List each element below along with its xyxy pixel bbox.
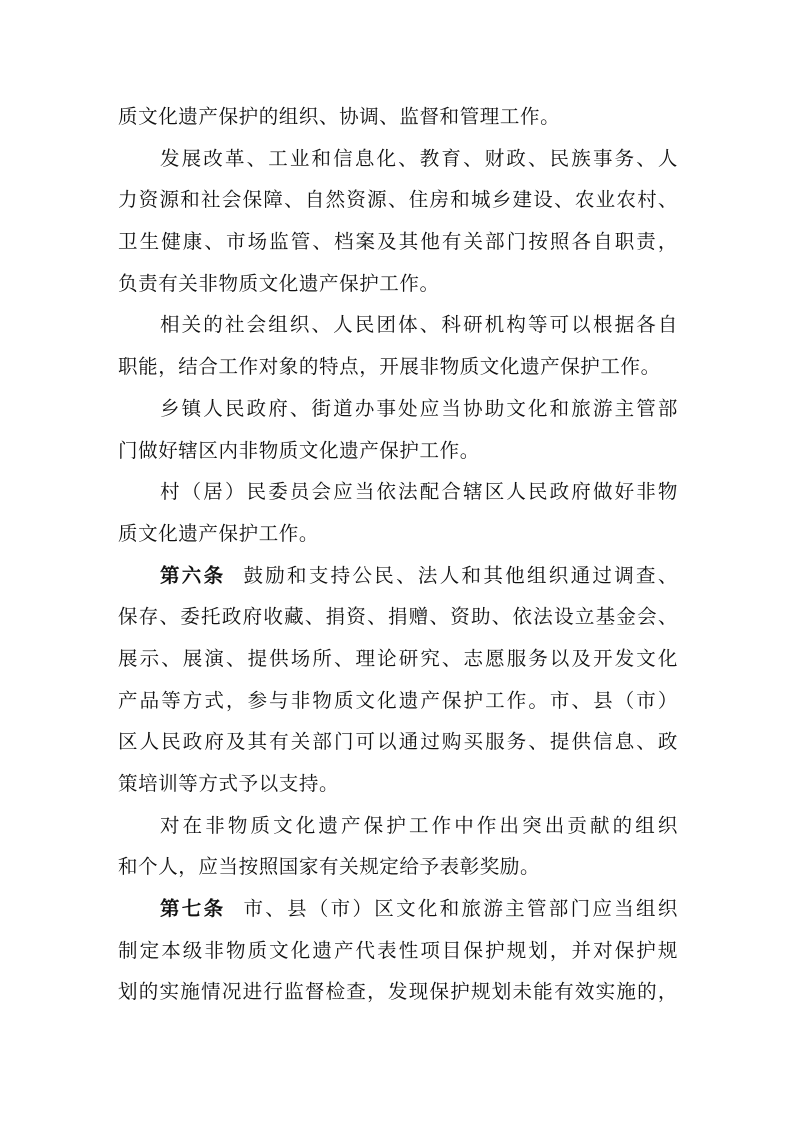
article-heading: 第七条 <box>160 897 226 921</box>
paragraph-line: 门做好辖区内非物质文化遗产保护工作。 <box>118 438 480 462</box>
paragraph-line: 展示、展演、提供场所、理论研究、志愿服务以及开发文化 <box>118 646 678 670</box>
paragraph-line: 相关的社会组织、人民团体、科研机构等可以根据各自 <box>160 313 678 337</box>
article-first-line <box>118 555 678 597</box>
paragraph-line: 策培训等方式予以支持。 <box>118 772 340 795</box>
paragraph-line: 发展改革、工业和信息化、教育、财政、民族事务、人 <box>160 146 678 170</box>
paragraph-line: 职能，结合工作对象的特点，开展非物质文化遗产保护工作。 <box>118 355 661 379</box>
paragraph-line: 力资源和社会保障、自然资源、住房和城乡建设、农业农村、 <box>118 188 678 212</box>
paragraph-line: 制定本级非物质文化遗产代表性项目保护规划，并对保护规 <box>118 938 678 962</box>
paragraph-line: 质文化遗产保护工作。 <box>118 521 320 545</box>
paragraph-line: 卫生健康、市场监管、档案及其他有关部门按照各自职责， <box>118 230 678 254</box>
paragraph-line: 区人民政府及其有关部门可以通过购买服务、提供信息、政 <box>118 730 678 754</box>
article-first-line <box>118 888 678 930</box>
paragraph-line: 对在非物质文化遗产保护工作中作出突出贡献的组织 <box>160 813 678 837</box>
paragraph-line: 和个人，应当按照国家有关规定给予表彰奖励。 <box>118 855 541 879</box>
paragraph-line: 负责有关非物质文化遗产保护工作。 <box>118 271 440 295</box>
paragraph-line: 划的实施情况进行监督检查，发现保护规划未能有效实施的， <box>118 980 678 1004</box>
paragraph-text: 市、县（市）区文化和旅游主管部门应当组织 <box>243 897 678 921</box>
document-body <box>118 96 678 1013</box>
paragraph-text: 鼓励和支持公民、法人和其他组织通过调查、 <box>243 563 678 587</box>
paragraph-line: 保存、委托政府收藏、捐资、捐赠、资助、依法设立基金会、 <box>118 605 678 629</box>
paragraph-line: 乡镇人民政府、街道办事处应当协助文化和旅游主管部 <box>160 396 678 420</box>
paragraph-line: 产品等方式，参与非物质文化遗产保护工作。市、县（市） <box>118 688 678 712</box>
article-heading: 第六条 <box>160 563 226 587</box>
paragraph-line: 村（居）民委员会应当依法配合辖区人民政府做好非物 <box>160 480 678 504</box>
paragraph-line: 质文化遗产保护的组织、协调、监督和管理工作。 <box>118 105 561 128</box>
